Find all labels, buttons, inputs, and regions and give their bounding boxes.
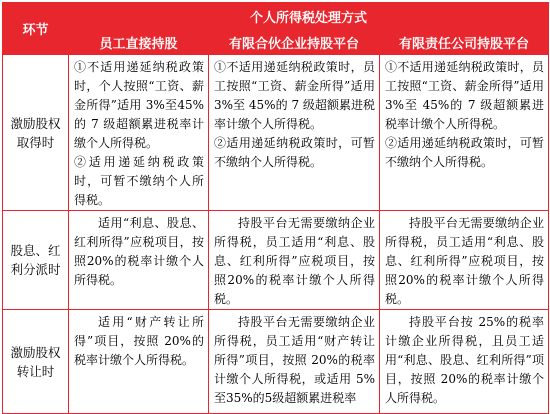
tax-cell: ①不适用递延纳税政策时，个人按照“工资、薪金所得”适用 3%至45%的 7 级超额累进税率计缴个人所得税。 ②适用递延纳税政策时，可暂不缴纳个人所得税。 xyxy=(69,55,209,211)
tax-cell: 持股平台无需要缴纳企业所得税，员工适用“利息、股息、红利所得”应税项目，按照20%的税率计缴个人所得税。 xyxy=(380,211,549,310)
tax-cell: 适用“利息、股息、红利所得”应税项目，按照20%的税率计缴个人所得税。 xyxy=(69,211,209,310)
tax-cell: ①不适用递延纳税政策时，员工按照“工资、薪金所得”适用 3%至 45%的 7 级超额累进税率计缴个人所得税。 ②适用递延纳税政策时，可暂不缴纳个人所得税。 xyxy=(209,55,380,211)
tax-cell: 适用“财产转让所得”项目，按照 20%的税率计缴个人所得税。 xyxy=(69,310,209,414)
col-partnership-header: 有限合伙企业持股平台 xyxy=(209,30,380,55)
table-row xyxy=(3,211,549,310)
col-direct-header: 员工直接持股 xyxy=(69,30,209,55)
tax-table xyxy=(2,2,549,414)
stage-cell: 激励股权 取得时 xyxy=(3,55,69,211)
tax-cell: 持股平台按 25%的税率计缴企业所得税，且员工适用“利息、股息、红利所得”项目，按照 20%的税率计缴个人所得税。 xyxy=(380,310,549,414)
tax-cell: 持股平台无需要缴纳企业所得税，员工适用“利息、股息、红利所得”应税项目，按照20%的税率计缴个人所得税。 xyxy=(209,211,380,310)
tax-cell: 持股平台无需要缴纳企业所得税，员工适用“财产转让所得”项目，按照 20%的税率计缴个人所得税，或适用 5%至35%的5级超额累进税率 xyxy=(209,310,380,414)
stage-cell: 股息、红 利分派时 xyxy=(3,211,69,310)
col-llc-header: 有限责任公司持股平台 xyxy=(380,30,549,55)
table-row xyxy=(3,310,549,414)
stage-header: 环节 xyxy=(3,3,69,55)
tax-cell: ①不适用递延纳税政策时，员工按照“工资、薪金所得”适用 3%至 45%的 7 级超额累进税率计缴个人所得税。 ②适用递延纳税政策时，可暂不缴纳个人所得税。 xyxy=(380,55,549,211)
group-header: 个人所得税处理方式 xyxy=(69,3,549,30)
stage-cell: 激励股权 转让时 xyxy=(3,310,69,414)
table-row xyxy=(3,55,549,211)
